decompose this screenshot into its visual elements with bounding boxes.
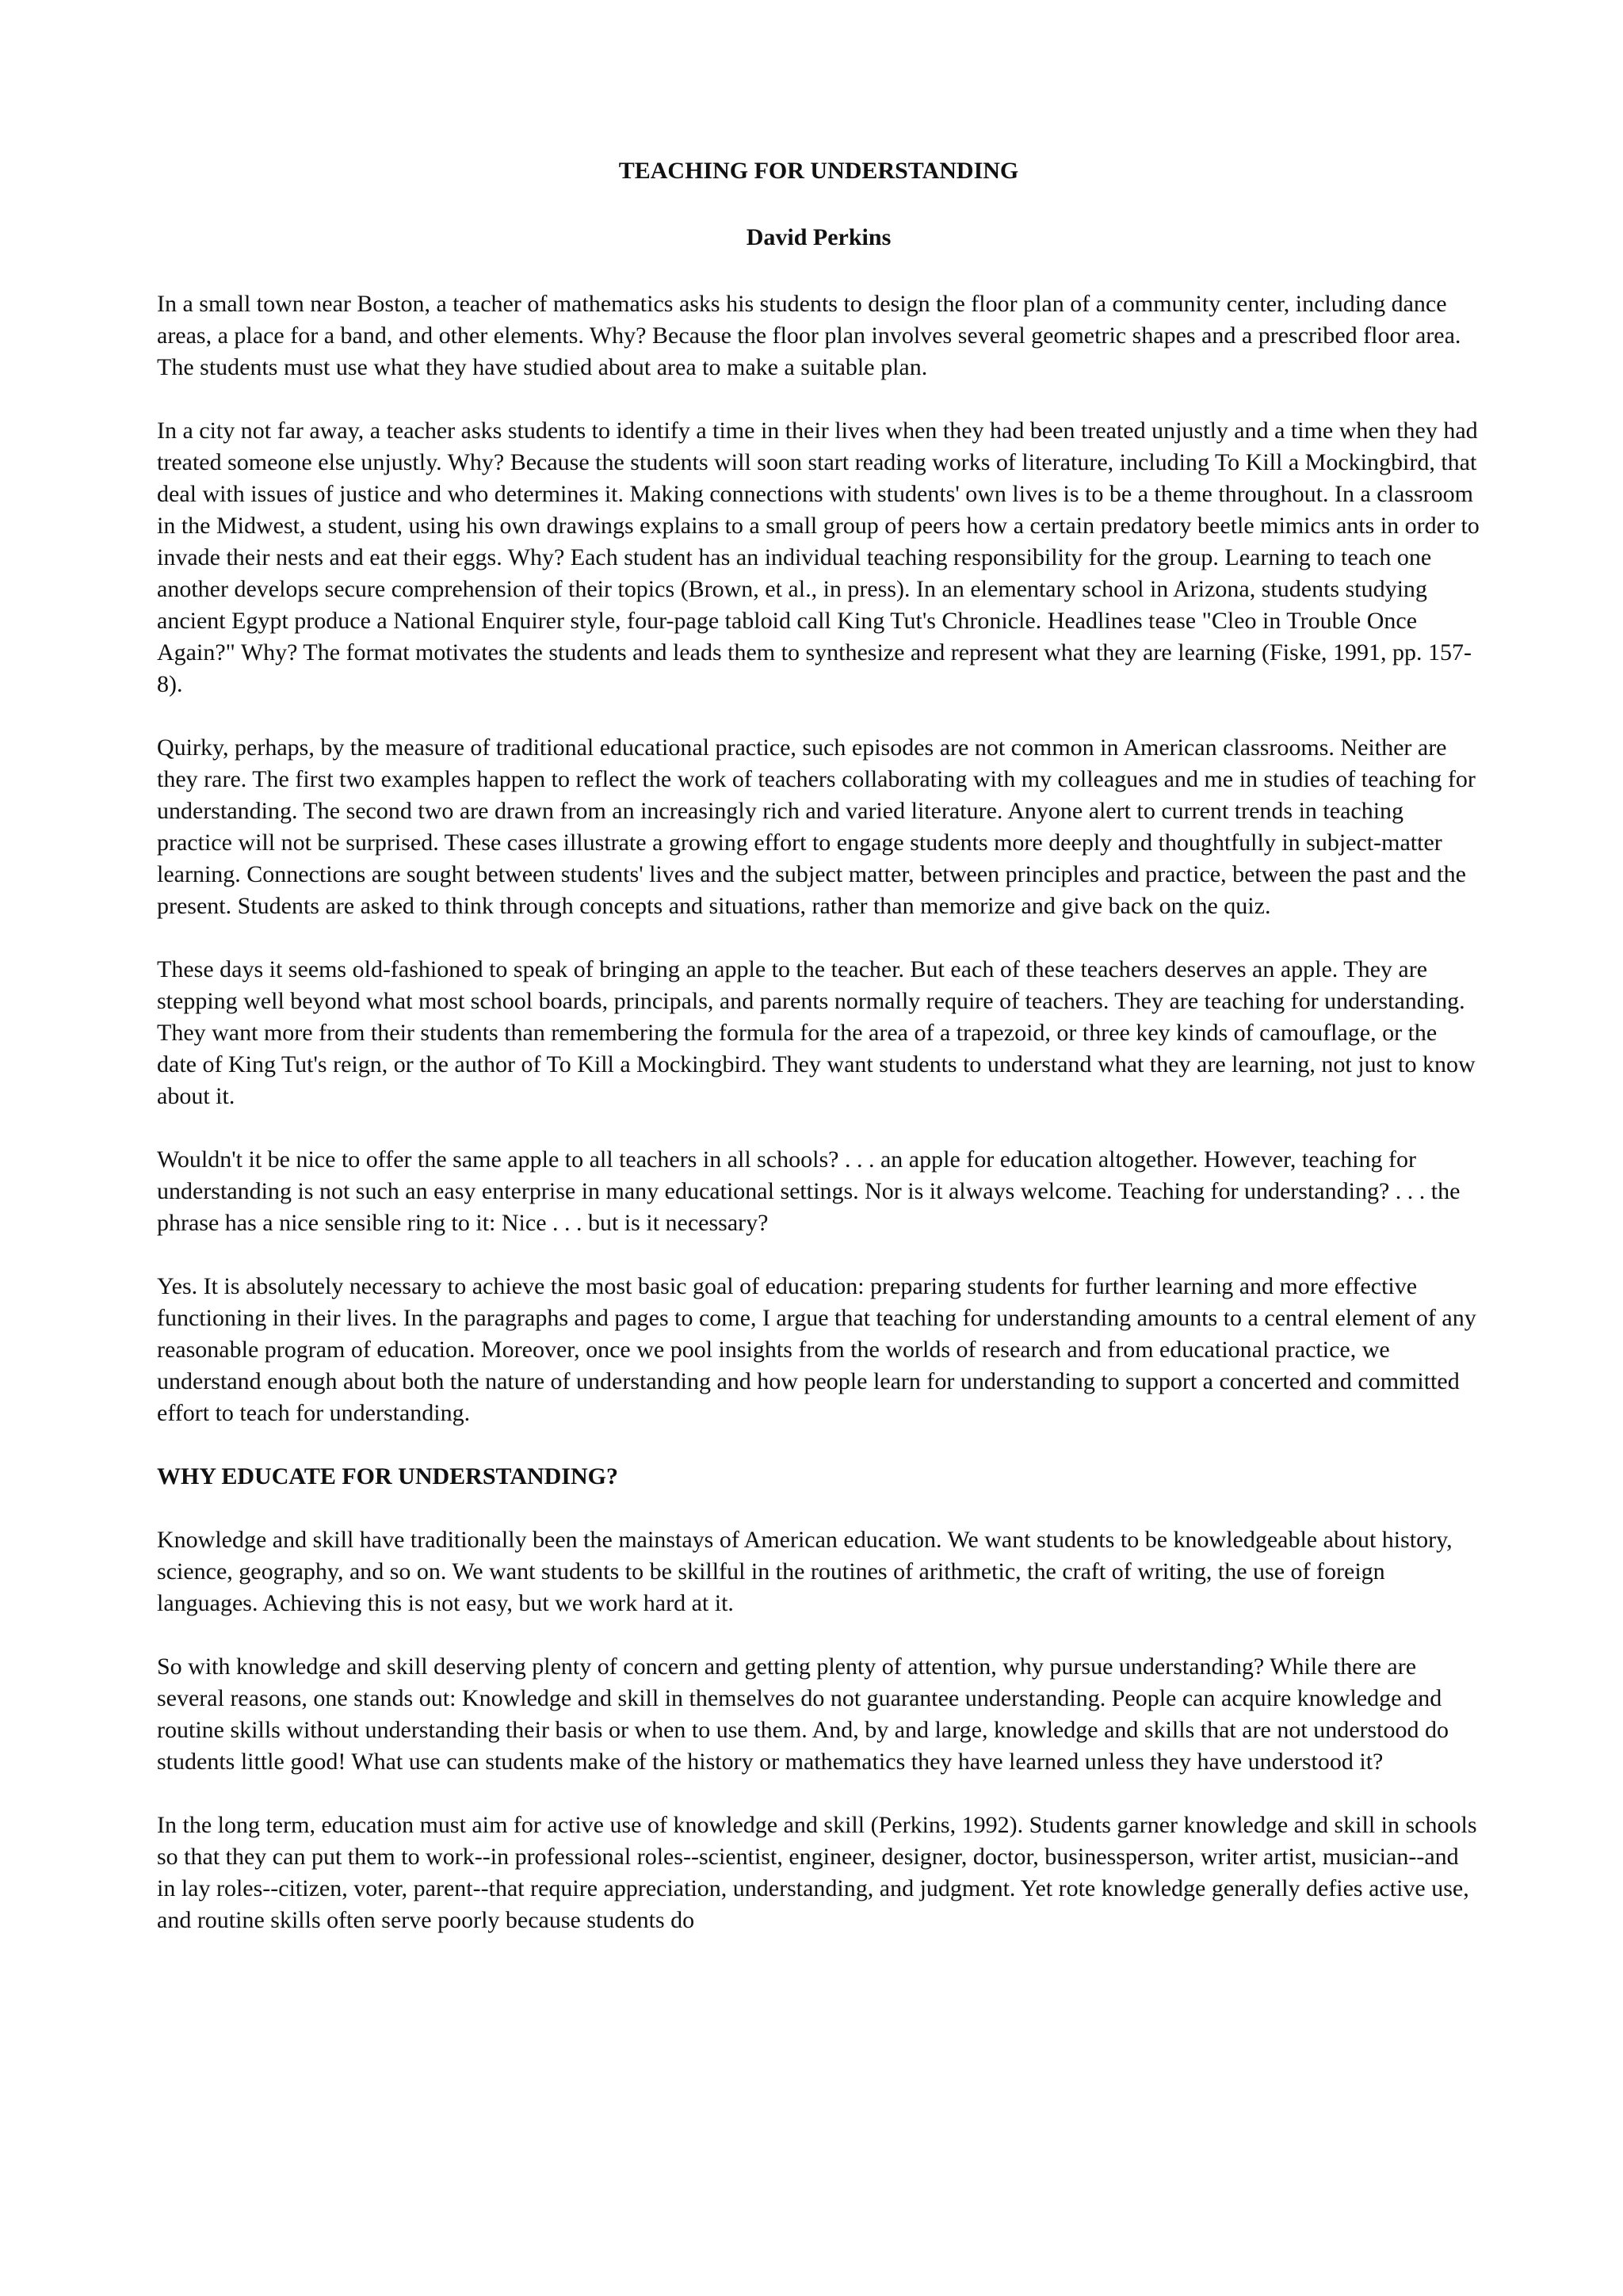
paragraph: In a city not far away, a teacher asks students to identify a time in their lives when they had been treated unjustly and a time when they had treated someone else unjustly. Why? Because the students will soon start reading works of literature, including To Kill a Mockingbird, that deal with issues of justice and who determines it. Making connections with students' own lives is to be a theme throughout. In a classroom in the Midwest, a student, using his own drawings explains to a small group of peers how a certain predatory beetle mimics ants in order to invade their nests and eat their eggs. Why? Each student has an individual teaching responsibility for the group. Learning to teach one another develops secure comprehension of their topics (Brown, et al., in press). In an elementary school in Arizona, students studying ancient Egypt produce a National Enquirer style, four-page tabloid call King Tut's Chronicle. Headlines tease "Cleo in Trouble Once Again?" Why? The format motivates the students and leads them to synthesize and represent what they are learning (Fiske, 1991, pp. 157-8). [157, 418, 1480, 697]
paragraph: In a small town near Boston, a teacher of mathematics asks his students to design the floor plan of a community center, including dance areas, a place for a band, and other elements. Why? Because the floor plan involves several geometric shapes and a prescribed floor area. The students must use what they have studied about area to make a suitable plan. [157, 291, 1461, 380]
paragraph: Quirky, perhaps, by the measure of traditional educational practice, such episodes are not common in American classrooms. Neither are they rare. The first two examples happen to reflect the work of teachers collaborating with my colleagues and me in studies of teaching for understanding. The second two are drawn from an increasingly rich and varied literature. Anyone alert to current trends in teaching practice will not be surprised. These cases illustrate a growing effort to engage students more deeply and thoughtfully in subject-matter learning. Connections are sought between students' lives and the subject matter, between principles and practice, between the past and the present. Students are asked to think through concepts and situations, rather than memorize and give back on the quiz. [157, 734, 1476, 919]
paragraph: Wouldn't it be nice to offer the same apple to all teachers in all schools? . . . an apple for education altogether. However, teaching for understanding is not such an easy enterprise in many educational settings. Nor is it always welcome. Teaching for understanding? . . . the phrase has a nice sensible ring to it: Nice . . . but is it necessary? [157, 1146, 1461, 1236]
section-heading: WHY EDUCATE FOR UNDERSTANDING? [157, 1463, 618, 1489]
paragraph: Yes. It is absolutely necessary to achieve the most basic goal of education: preparing students for further learning and more effective functioning in their lives. In the paragraphs and pages to come, I argue that teaching for understanding amounts to a central element of any reasonable program of education. Moreover, once we pool insights from the worlds of research and from educational practice, we understand enough about both the nature of understanding and how people learn for understanding to support a concerted and committed effort to teach for understanding. [157, 1273, 1476, 1426]
paragraph: These days it seems old-fashioned to speak of bringing an apple to the teacher. But each of these teachers deserves an apple. They are stepping well beyond what most school boards, principals, and parents normally require of teachers. They are teaching for understanding. They want more from their students than remembering the formula for the area of a trapezoid, or three key kinds of camouflage, or the date of King Tut's reign, or the author of To Kill a Mockingbird. They want students to understand what they are learning, not just to know about it. [157, 956, 1476, 1109]
document-title: TEACHING FOR UNDERSTANDING [618, 158, 1019, 184]
paragraph: So with knowledge and skill deserving plenty of concern and getting plenty of attention, why pursue understanding? While there are several reasons, one stands out: Knowledge and skill in themselves do not guarantee understanding. People can acquire knowledge and routine skills without understanding their basis or when to use them. And, by and large, knowledge and skills that are not understood do students little good! What use can students make of the history or mathematics they have learned unless they have understood it? [157, 1653, 1449, 1775]
document-author: David Perkins [746, 224, 892, 250]
paragraph: In the long term, education must aim for active use of knowledge and skill (Perkins, 1992). Students garner knowledge and skill in schools so that they can put them to work--in professional roles--scientist, engineer, designer, doctor, businessperson, writer artist, musician--and in lay roles--citizen, voter, parent--that require appreciation, understanding, and judgment. Yet rote knowledge generally defies active use, and routine skills often serve poorly because students do [157, 1812, 1477, 1933]
paragraph: Knowledge and skill have traditionally been the mainstays of American education. We want students to be knowledgeable about history, science, geography, and so on. We want students to be skillful in the routines of arithmetic, the craft of writing, the use of foreign languages. Achieving this is not easy, but we work hard at it. [157, 1527, 1453, 1616]
document-page [157, 155, 1480, 1936]
